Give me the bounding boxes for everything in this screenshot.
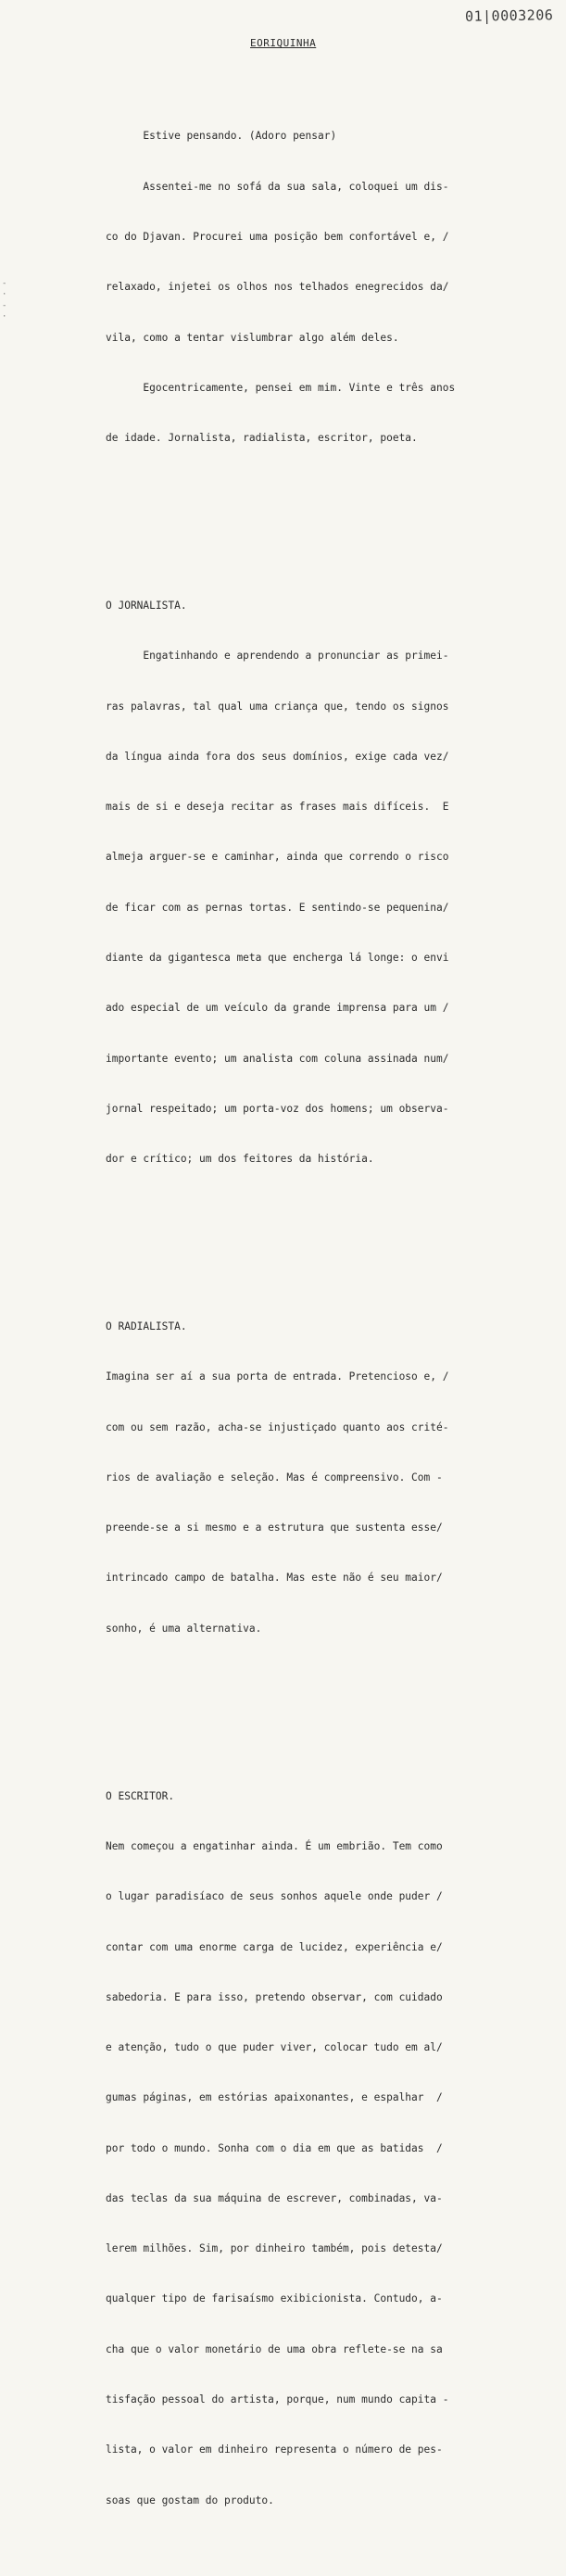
text-line: gumas páginas, em estórias apaixonantes, e espalhar /	[106, 2091, 443, 2104]
text-line: importante evento; um analista com coluna assinada num/	[106, 1052, 449, 1065]
text-line: co do Djavan. Procurei uma posição bem confortável e, /	[106, 230, 449, 243]
text-line: relaxado, injetei os olhos nos telhados enegrecidos da/	[106, 281, 449, 294]
text-line: de ficar com as pernas tortas. E sentindo-se pequenina/	[106, 901, 449, 914]
text-line: jornal respeitado; um porta-voz dos homens; um observa-	[106, 1102, 449, 1115]
section-heading: O ESCRITOR.	[106, 1789, 175, 1802]
escritor-section	[106, 1754, 541, 2542]
section-heading: O JORNALISTA.	[106, 600, 187, 612]
text-line: lerem milhões. Sim, por dinheiro também, pois detesta/	[106, 2242, 443, 2255]
text-line: sonho, é uma alternativa.	[106, 1622, 262, 1635]
margin-marks: - · - ·	[2, 279, 7, 322]
section-heading: O RADIALISTA.	[106, 1320, 187, 1333]
text-line: ras palavras, tal qual uma criança que, tendo os signos	[106, 700, 449, 713]
text-line: com ou sem razão, acha-se injustiçado quanto aos crité-	[106, 1421, 449, 1433]
text-line: ado especial de um veículo da grande imprensa para um /	[106, 1002, 449, 1015]
intro-section	[106, 95, 541, 480]
text-line: Engatinhando e aprendendo a pronunciar as primei-	[106, 650, 449, 663]
text-line: o lugar paradisíaco de seus sonhos aquele onde puder /	[106, 1890, 443, 1903]
text-line: de idade. Jornalista, radialista, escritor, poeta.	[106, 432, 418, 445]
text-line: Estive pensando. (Adoro pensar)	[106, 130, 337, 143]
text-line: contar com uma enorme carga de lucidez, experiência e/	[106, 1940, 443, 1953]
text-line: mais de si e deseja recitar as frases mais difíceis. E	[106, 801, 449, 814]
text-line: sabedoria. E para isso, pretendo observar, com cuidado	[106, 1990, 443, 2003]
text-line: vila, como a tentar vislumbrar algo além deles.	[106, 331, 399, 344]
document-title: EORIQUINHA	[250, 37, 317, 49]
text-line: das teclas da sua máquina de escrever, combinadas, va-	[106, 2191, 443, 2204]
text-line: da língua ainda fora dos seus domínios, exige cada vez/	[106, 750, 449, 763]
text-line: e atenção, tudo o que puder viver, colocar tudo em al/	[106, 2041, 443, 2054]
jornalista-section	[106, 564, 541, 1202]
text-line: preende-se a si mesmo e a estrutura que sustenta esse/	[106, 1522, 443, 1534]
text-line: dor e crítico; um dos feitores da história.	[106, 1153, 374, 1166]
text-line: rios de avaliação e seleção. Mas é compreensivo. Com -	[106, 1471, 443, 1484]
text-line: cha que o valor monetário de uma obra reflete-se na sa	[106, 2342, 443, 2355]
radialista-section	[106, 1285, 541, 1671]
text-line: soas que gostam do produto.	[106, 2494, 274, 2507]
text-line: almeja arguer-se e caminhar, ainda que correndo o risco	[106, 851, 449, 864]
text-line: Egocentricamente, pensei em mim. Vinte e três anos	[106, 381, 456, 394]
text-line: tisfação pessoal do artista, porque, num mundo capita -	[106, 2393, 449, 2406]
text-line: intrincado campo de batalha. Mas este não é seu maior/	[106, 1572, 443, 1585]
text-line: lista, o valor em dinheiro representa o número de pes-	[106, 2443, 443, 2456]
text-line: por todo o mundo. Sonha com o dia em que as batidas /	[106, 2141, 443, 2154]
body-text	[106, 61, 541, 2576]
text-line: Assentei-me no sofá da sua sala, coloquei um dis-	[106, 180, 449, 193]
text-line: Nem começou a engatinhar ainda. É um embrião. Tem como	[106, 1839, 443, 1852]
reference-number: 01|0003206	[464, 6, 554, 25]
text-line: diante da gigantesca meta que encherga lá longe: o envi	[106, 951, 449, 964]
text-line: qualquer tipo de farisaísmo exibicionista. Contudo, a-	[106, 2292, 443, 2305]
text-line: Imagina ser aí a sua porta de entrada. Pretencioso e, /	[106, 1370, 449, 1383]
